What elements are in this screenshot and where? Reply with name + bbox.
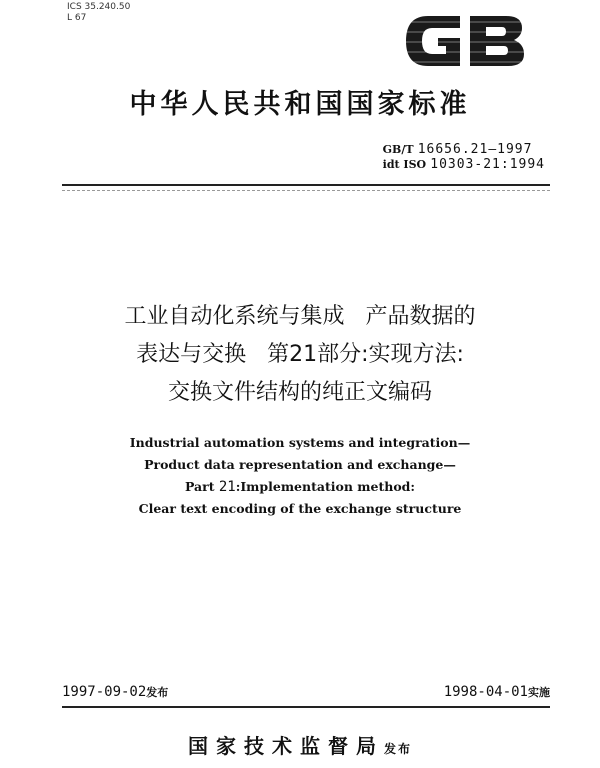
chinese-title [0,298,600,412]
part-number: 21 [218,479,236,495]
english-title-line-2: Product data representation and exchange— [144,457,456,472]
top-rule [62,184,550,186]
chinese-title-line-2: 表达与交换 第21部分:实现方法: [136,342,464,367]
iso-number-prefix: idt ISO [382,158,427,171]
implementation-label: 实施 [528,686,550,699]
chinese-title-line-3: 交换文件结构的纯正文编码 [167,380,432,405]
gb-number [383,142,545,157]
bottom-rule [62,706,550,708]
issue-label: 发布 [146,686,169,699]
iso-number-value: 10303-21:1994 [430,157,545,172]
implementation-date: 1998-04-01 [443,684,528,700]
issue-date: 1997-09-02 [62,684,147,700]
gb-number-value: 16656.21—1997 [417,142,533,157]
top-rule-faint [62,190,550,191]
part-label: Part [184,479,219,494]
english-title-line-1: Industrial automation systems and integration— [129,435,471,450]
standard-number-block [383,142,545,172]
ccs-code: L 67 [67,13,87,23]
english-title-line-3 [0,476,600,498]
implementation-date-block [444,684,550,700]
part-name: :Implementation method: [235,479,416,494]
chinese-title-line-1: 工业自动化系统与集成 产品数据的 [124,304,476,329]
gb-number-prefix: GB/T [382,143,414,156]
iso-number [383,157,545,172]
classification-codes [67,2,130,24]
ics-code: ICS 35.240.50 [67,2,131,12]
english-title-line-4: Clear text encoding of the exchange structure [138,501,462,516]
issue-date-block [62,684,168,700]
gb-logo-icon [398,12,530,70]
english-title [0,432,600,520]
publisher-name: 国家技术监督局 [187,734,384,758]
publisher [0,730,600,759]
standard-title: 中华人民共和国国家标准 [129,89,471,120]
publisher-label: 发布 [383,742,412,756]
